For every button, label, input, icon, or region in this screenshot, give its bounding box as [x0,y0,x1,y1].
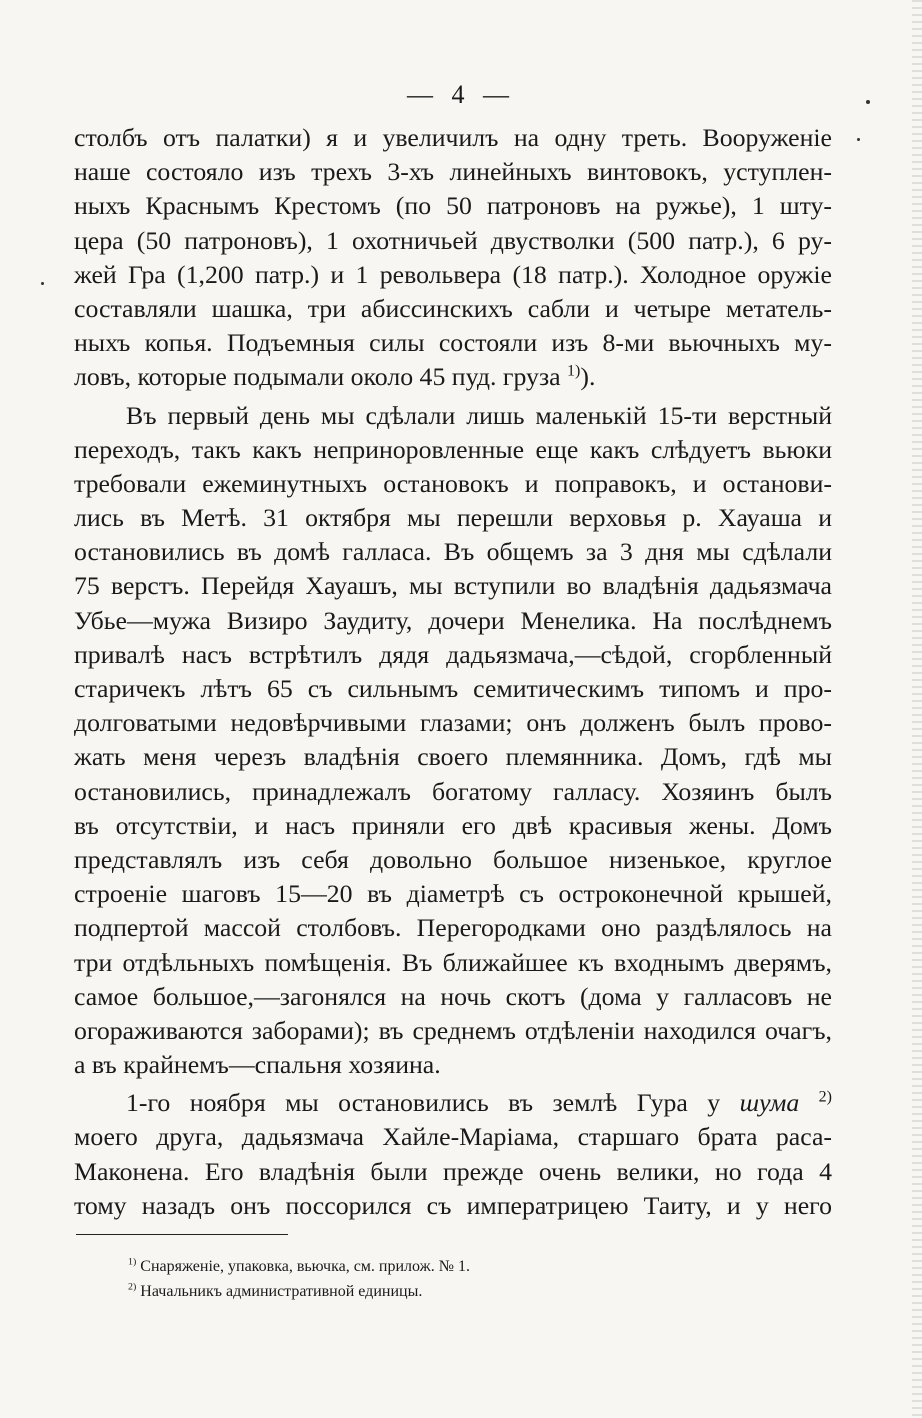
text-line: долговатыми недовѣрчивыми глазами; онъ долженъ былъ прово- [74,708,832,738]
footnote-separator [76,1234,288,1235]
footnote-mark: 1) [128,1256,137,1268]
page-edge-shadow [912,0,922,1418]
text-line [74,360,832,394]
text-line: Маконена. Его владѣнія были прежде очень велики, но года 4 [74,1156,832,1186]
text-line-content: ловъ, которые подымали около 45 пуд. груза [74,362,561,392]
scan-speck [857,138,860,141]
text-line: старичекъ лѣтъ 65 съ сильнымъ семитическимъ типомъ и про- [74,674,832,703]
text-line: переходъ, такъ какъ неприноровленные еще какъ слѣдуетъ вьюки [74,434,832,464]
footnote-text: Снаряженіе, упаковка, вьючка, см. прилож. № 1. [140,1258,470,1275]
page-number: — 4 — [407,80,515,109]
text-line: три отдѣльныхъ помѣщенія. Въ ближайшее къ входнымъ дверямъ, [74,947,832,977]
footnotes [128,1254,470,1304]
text-line: требовали ежеминутныхъ остановокъ и поправокъ, и останови- [74,468,832,498]
text-line: жать меня черезъ владѣнія своего племянника. Домъ, гдѣ мы [74,742,832,772]
footnote-ref-2: 2) [818,1088,832,1106]
text-line: тому назадъ онъ поссорился съ императрицею Таиту, и у него [74,1190,832,1220]
text-line: цера (50 патроновъ), 1 охотничьей двустволки (500 патр.), 6 ру- [74,225,832,255]
text-line: наше состояло изъ трехъ 3-хъ линейныхъ винтовокъ, уступлен- [74,157,832,187]
text-line: строеніе шаговъ 15—20 въ діаметрѣ съ остроконечной крышей, [74,879,832,909]
footnote-mark: 2) [128,1281,137,1293]
text-line: Въ первый день мы сдѣлали лишь маленькій 15-ти верстный [126,400,832,430]
text-line: Убье—мужа Визиро Заудиту, дочери Менелика. На послѣднемъ [74,605,832,635]
text-line: подпертой массой столбовъ. Перегородками оно раздѣлялось на [74,913,832,943]
text-line: ныхъ копья. Подъемныя силы состояли изъ 8-ми вьючныхъ му- [74,328,832,358]
text-line: столбъ отъ палатки) я и увеличилъ на одну треть. Вооруженіе [74,123,832,152]
footnote-ref-1: 1) [567,362,581,380]
text-line: 75 верстъ. Перейдя Хауашъ, мы вступили во владѣнія дадьязмача [74,571,832,601]
text-line-tail: ). [580,362,596,392]
text-line: жей Гра (1,200 патр.) и 1 револьвера (18 патр.). Холодное оружіе [74,259,832,289]
text-line: въ отсутствіи, и насъ приняли его двѣ красивыя жены. Домъ [74,810,832,840]
italic-term: шума [739,1088,800,1118]
text-line: моего друга, дадьязмача Хайле-Маріама, старшаго брата раса- [74,1122,832,1152]
text-line: привалѣ насъ встрѣтилъ дядя дадьязмача,—сѣдой, сгорбленный [74,639,832,669]
footnote-text: Начальникъ административной единицы. [140,1283,423,1300]
body-text [74,121,832,1223]
text-line: составляли шашка, три абиссинскихъ сабли и четыре метатель- [74,293,832,323]
text-line: остановились въ домѣ галласа. Въ общемъ за 3 дня мы сдѣлали [74,537,832,567]
text-line-content: 1-го ноября мы остановились въ землѣ Гура у [126,1088,721,1118]
text-line: огораживаются заборами); въ среднемъ отдѣленіи находился очагъ, [74,1015,832,1045]
text-line: представлялъ изъ себя довольно большое низенькое, круглое [74,844,832,874]
scan-speck [866,100,870,104]
text-line: остановились, принадлежалъ богатому галласу. Хозяинъ былъ [74,776,832,806]
text-line: лись въ Метѣ. 31 октября мы перешли верховья р. Хауаша и [74,503,832,533]
text-line [74,1086,832,1120]
scan-speck [41,282,44,285]
text-line: ныхъ Краснымъ Крестомъ (по 50 патроновъ на ружье), 1 шту- [74,191,832,221]
text-line: самое большое,—загонялся на ночь скотъ (дома у галласовъ не [74,981,832,1011]
footnote-1 [128,1254,470,1279]
footnote-2 [128,1279,470,1304]
text-line: а въ крайнемъ—спальня хозяина. [74,1050,441,1080]
